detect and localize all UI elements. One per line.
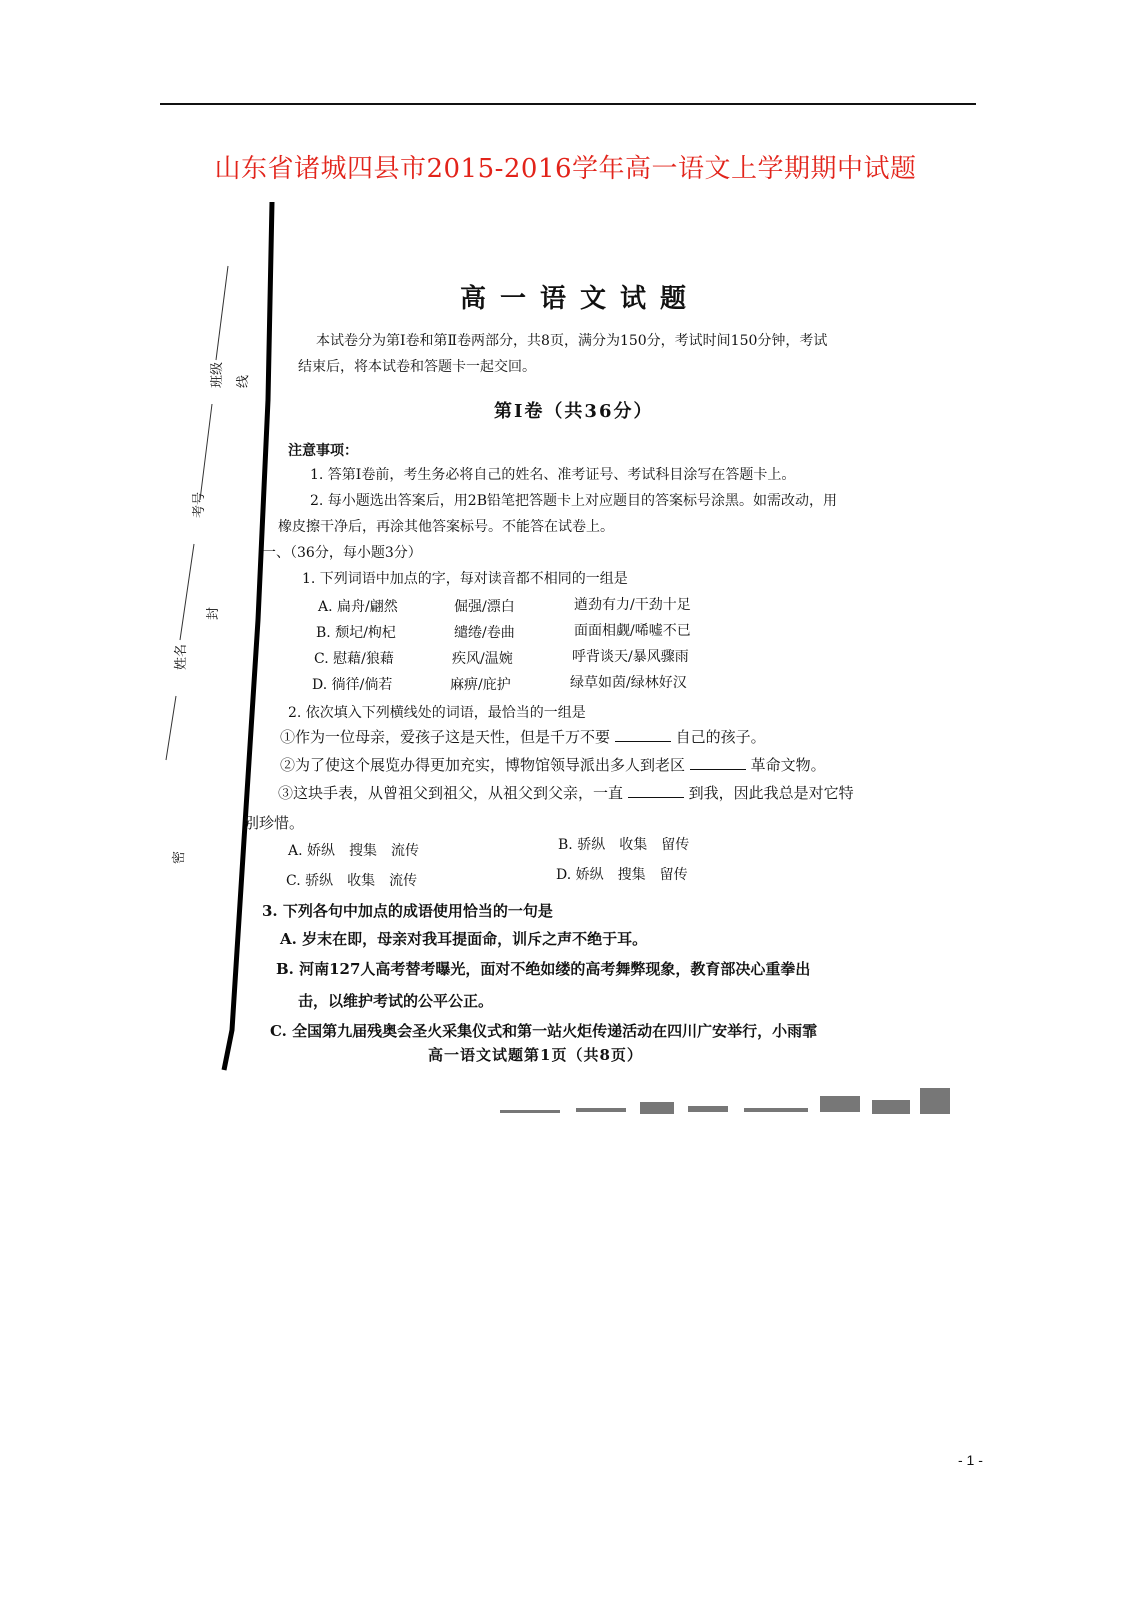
q1-stem: 1. 下列词语中加点的字，每对读音都不相同的一组是 — [302, 571, 628, 587]
note-2b: 橡皮擦干净后，再涂其他答案标号。不能答在试卷上。 — [278, 519, 614, 535]
scanned-exam-page — [160, 200, 970, 1145]
q1-option-c-1: C. 慰藉/狼藉 — [314, 651, 394, 667]
document-title: 山东省诸城四县市2015-2016学年高一语文上学期期中试题 — [214, 154, 917, 184]
side-label-line: 线 — [236, 374, 251, 388]
note-1: 1. 答第Ⅰ卷前，考生务必将自己的姓名、准考证号、考试科目涂写在答题卡上。 — [310, 467, 796, 483]
page-number: - 1 - — [958, 1452, 983, 1468]
q2-sentence-1 — [280, 726, 766, 747]
section-title: 第Ⅰ卷（共36分） — [494, 401, 654, 422]
q2-option-d: D. 娇纵 搜集 留传 — [556, 867, 688, 883]
q1-option-d-1: D. 徜徉/倘若 — [312, 677, 393, 693]
scan-noise — [340, 1078, 960, 1138]
q2-sentence-3-cont: 别珍惜。 — [244, 814, 305, 832]
q2-option-c: C. 骄纵 收集 流传 — [286, 873, 418, 889]
q2-sentence-2-after: 革命文物。 — [750, 756, 826, 774]
q3-stem: 3. 下列各句中加点的成语使用恰当的一句是 — [262, 902, 553, 920]
q2-stem: 2. 依次填入下列横线处的词语，最恰当的一组是 — [288, 705, 586, 721]
q2-sentence-2-before: ②为了使这个展览办得更加充实，博物馆领导派出多人到老区 — [280, 756, 686, 774]
q2-sentence-1-before: ①作为一位母亲，爱孩子这是天性，但是千万不要 — [280, 728, 611, 746]
q2-blank-3 — [628, 785, 684, 798]
q2-sentence-2 — [280, 754, 826, 775]
q2-blank-1 — [615, 729, 671, 742]
top-rule — [160, 103, 976, 105]
q1-option-d-3: 绿草如茵/绿林好汉 — [570, 675, 687, 691]
q2-option-a: A. 娇纵 搜集 流传 — [288, 843, 420, 859]
q2-sentence-3-after: 到我，因此我总是对它特 — [688, 784, 854, 802]
exam-title: 高一语文试题 — [460, 284, 701, 314]
q1-option-a-1: A. 扁舟/翩然 — [318, 599, 398, 615]
q1-option-a-3: 遒劲有力/干劲十足 — [574, 597, 691, 613]
notes-heading: 注意事项： — [288, 443, 358, 459]
q1-option-b-1: B. 颓圮/枸杞 — [316, 625, 396, 641]
intro-line-2: 结束后，将本试卷和答题卡一起交回。 — [298, 359, 536, 375]
exam-page-footer: 高一语文试题第1页（共8页） — [428, 1046, 643, 1064]
q3-option-b-2: 击，以维护考试的公平公正。 — [298, 992, 494, 1010]
q2-blank-2 — [690, 757, 746, 770]
q2-sentence-1-after: 自己的孩子。 — [675, 728, 766, 746]
q1-option-b-2: 缱绻/卷曲 — [454, 625, 515, 641]
q1-option-c-2: 疾风/温婉 — [452, 651, 513, 667]
q3-option-b-1: B. 河南127人高考替考曝光，面对不绝如缕的高考舞弊现象，教育部决心重拳出 — [276, 960, 811, 978]
q2-sentence-3-before: ③这块手表，从曾祖父到祖父，从祖父到父亲，一直 — [278, 784, 624, 802]
q1-option-a-2: 倔强/漂白 — [454, 599, 515, 615]
intro-line-1: 本试卷分为第Ⅰ卷和第Ⅱ卷两部分，共8页，满分为150分，考试时间150分钟，考试 — [316, 333, 828, 349]
side-label-seal: 封 — [206, 606, 221, 620]
side-label-exam-no: 考号 — [192, 491, 207, 518]
q3-option-a: A. 岁末在即，母亲对我耳提面命，训斥之声不绝于耳。 — [280, 930, 648, 948]
binding-margin-line — [160, 200, 290, 1140]
q2-option-b: B. 骄纵 收集 留传 — [558, 837, 690, 853]
side-label-name: 姓名 — [174, 643, 189, 670]
q1-option-b-3: 面面相觑/唏嘘不已 — [574, 623, 691, 639]
side-label-class: 班级 — [210, 361, 225, 388]
q3-option-c: C. 全国第九届残奥会圣火采集仪式和第一站火炬传递活动在四川广安举行，小雨霏 — [270, 1022, 818, 1040]
note-2a: 2. 每小题选出答案后，用2B铅笔把答题卡上对应题目的答案标号涂黑。如需改动，用 — [310, 493, 838, 509]
part-1-heading: 一、（36分，每小题3分） — [262, 545, 422, 561]
q2-sentence-3 — [278, 782, 854, 803]
q1-option-c-3: 呼背谈天/暴风骤雨 — [572, 649, 689, 665]
q1-option-d-2: 麻痹/庇护 — [450, 677, 511, 693]
side-label-seal2: 密 — [172, 850, 187, 864]
